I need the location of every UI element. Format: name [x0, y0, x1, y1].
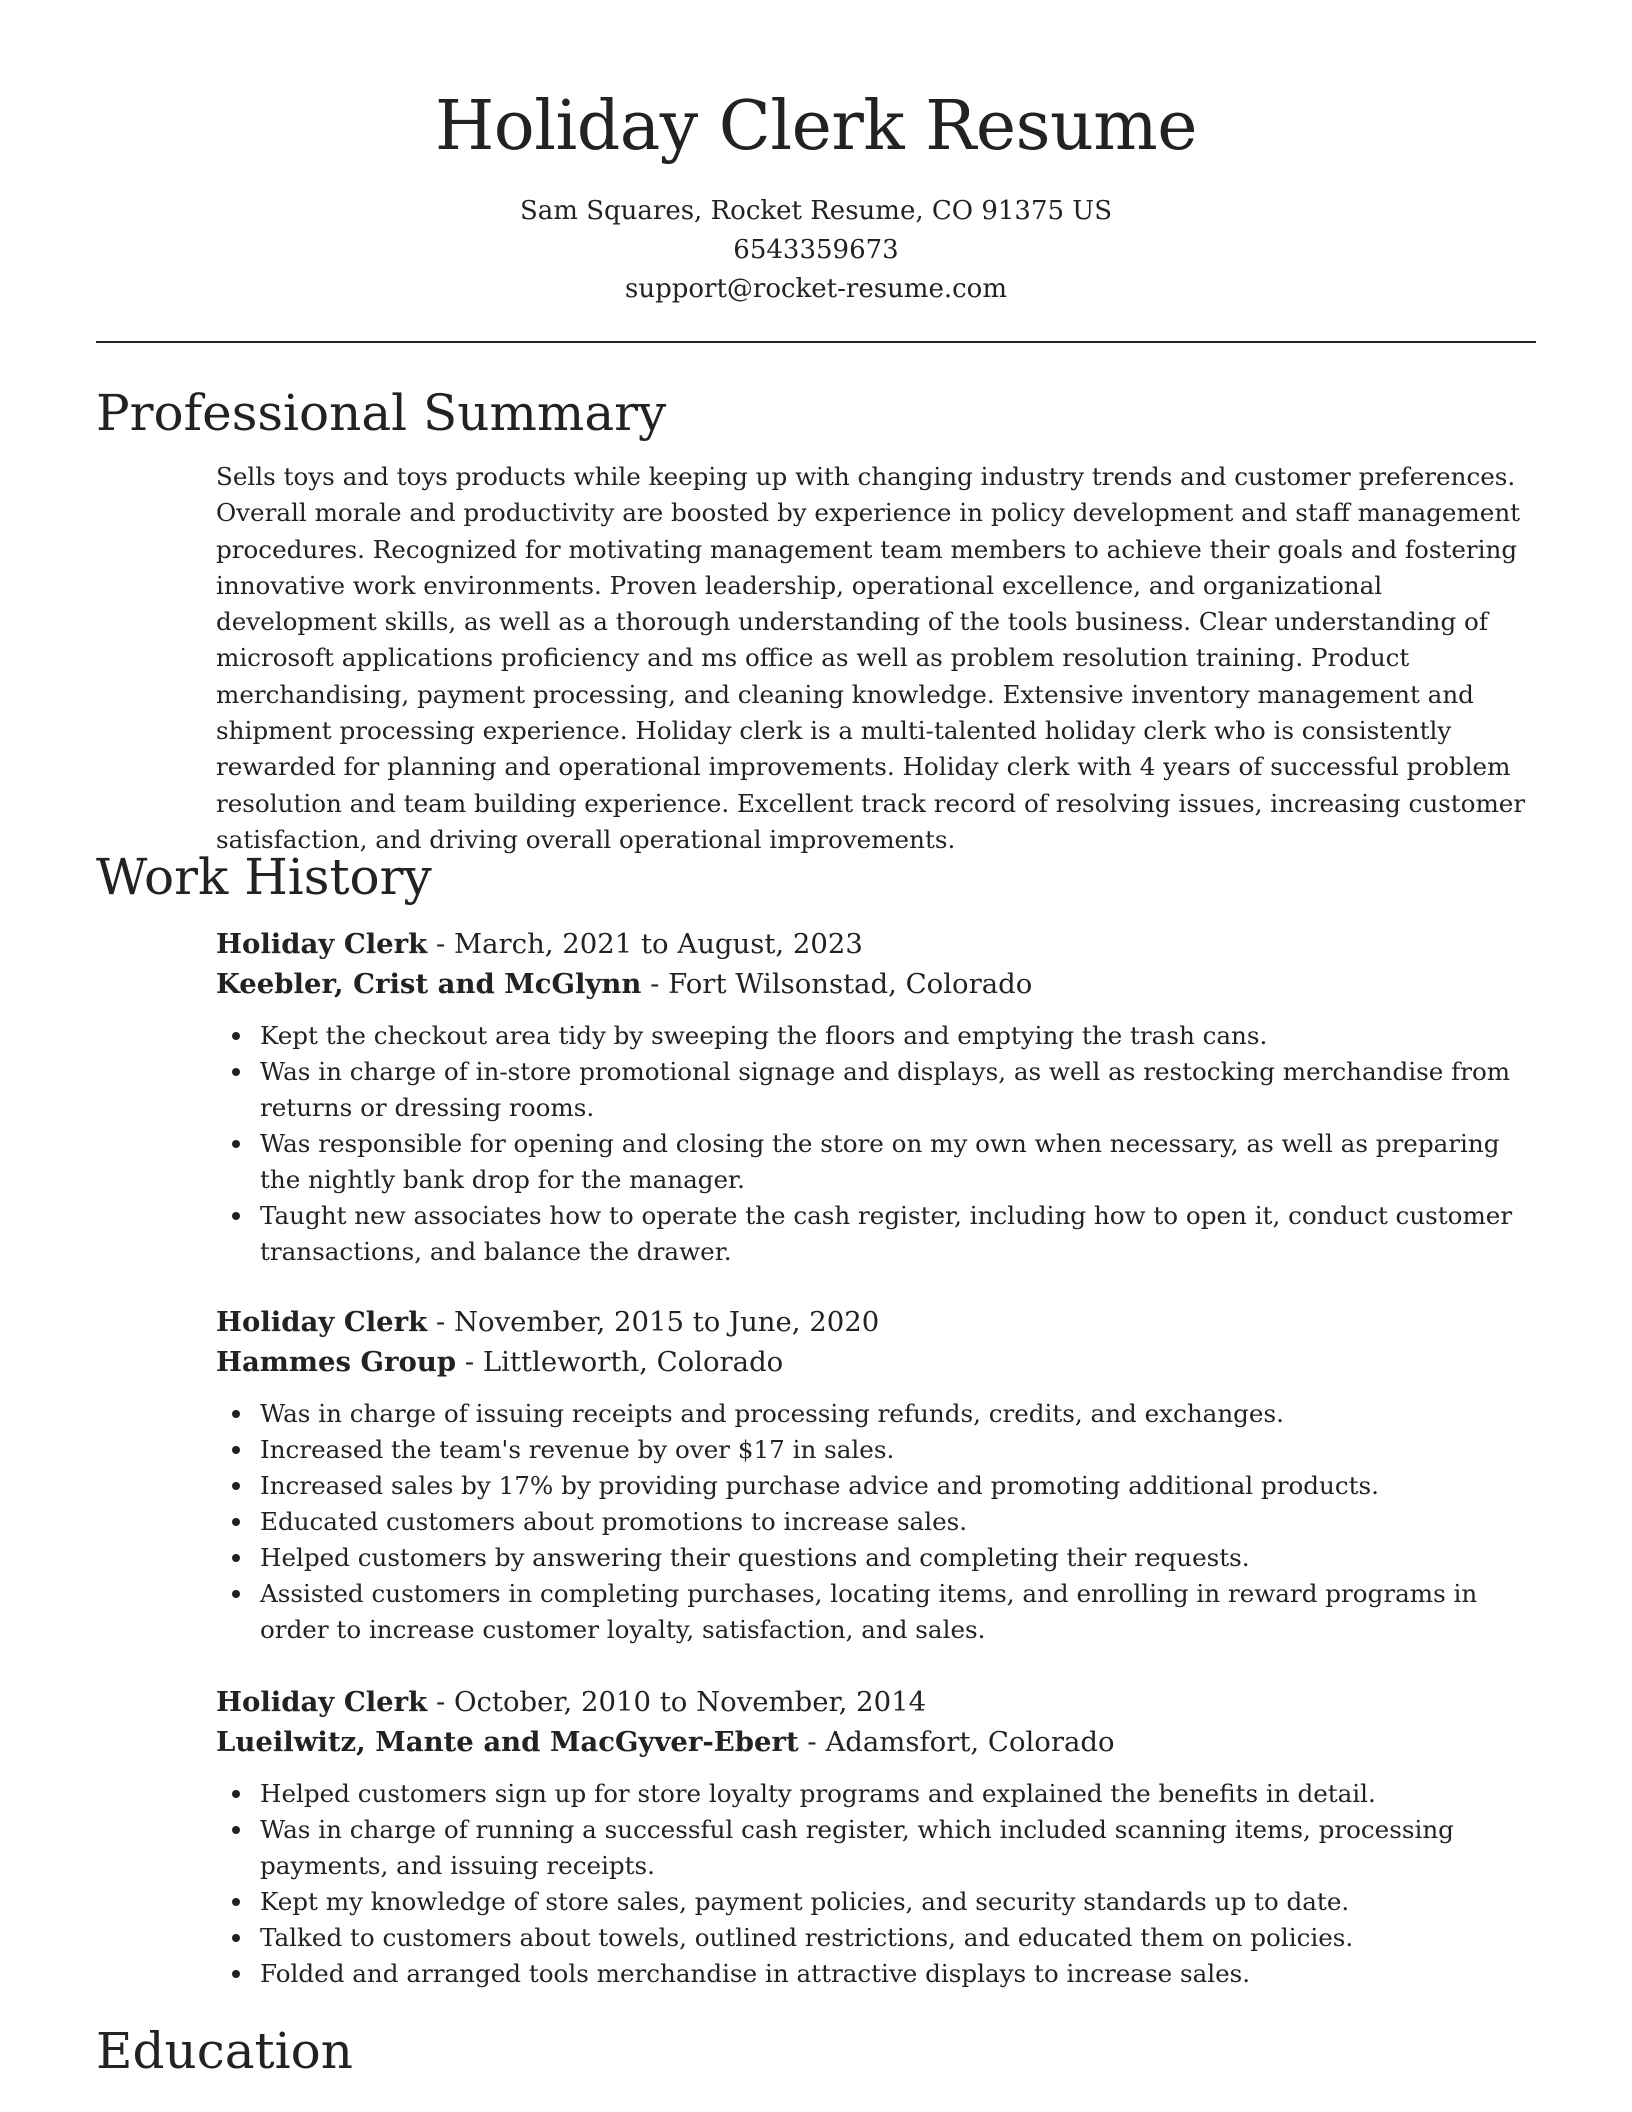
- job-entry: [216, 924, 1536, 1270]
- summary-text: Sells toys and toys products while keeping up with changing industry trends and customer preferences. Overall morale and productivity are boosted by experience in policy development and staff management procedures. Recognized for motivating management team members to achieve their goals and fostering innovative work environments. Proven leadership, operational excellence, and organizational development skills, as well as a thorough understanding of the tools business. Clear understanding of microsoft applications proficiency and ms office as well as problem resolution training. Product merchandising, payment processing, and cleaning knowledge. Extensive inventory management and shipment processing experience. Holiday clerk is a multi-talented holiday clerk who is consistently rewarded for planning and operational improvements. Holiday clerk with 4 years of successful problem resolution and team building experience. Excellent track record of resolving issues, increasing customer satisfaction, and driving overall operational improvements.: [216, 462, 1526, 854]
- duty-item: Talked to customers about towels, outlined restrictions, and educated them on policies.: [260, 1920, 1536, 1956]
- duty-item: Kept the checkout area tidy by sweeping the floors and emptying the trash cans.: [260, 1018, 1536, 1054]
- contact-block: [0, 192, 1632, 309]
- duty-item: Taught new associates how to operate the cash register, including how to open it, conduct customer transactions, and balance the drawer.: [260, 1198, 1536, 1270]
- duty-item: Kept my knowledge of store sales, payment policies, and security standards up to date.: [260, 1884, 1536, 1920]
- job-duties: [216, 1018, 1536, 1270]
- duty-item: Folded and arranged tools merchandise in attractive displays to increase sales.: [260, 1956, 1536, 1992]
- duty-item: Assisted customers in completing purchases, locating items, and enrolling in reward programs in order to increase customer loyalty, satisfaction, and sales.: [260, 1576, 1536, 1648]
- job-location: - Fort Wilsonstad, Colorado: [641, 968, 1033, 1000]
- job-dates: - March, 2021 to August, 2023: [427, 928, 863, 960]
- education-heading: Education: [96, 2022, 353, 2080]
- contact-address: Sam Squares, Rocket Resume, CO 91375 US: [519, 196, 1113, 226]
- job-company-line: [216, 1342, 1536, 1382]
- duty-item: Increased the team's revenue by over $17 in sales.: [260, 1432, 1536, 1468]
- duty-item: Increased sales by 17% by providing purchase advice and promoting additional products.: [260, 1468, 1536, 1504]
- contact-phone: 6543359673: [733, 235, 899, 265]
- duty-item: Helped customers by answering their questions and completing their requests.: [260, 1540, 1536, 1576]
- job-location: - Littleworth, Colorado: [456, 1346, 784, 1378]
- job-company: Lueilwitz, Mante and MacGyver-Ebert: [216, 1726, 799, 1758]
- contact-email: support@rocket-resume.com: [624, 274, 1007, 304]
- job-company: Hammes Group: [216, 1346, 457, 1378]
- job-dates: - November, 2015 to June, 2020: [427, 1306, 880, 1338]
- duty-item: Was in charge of running a successful cash register, which included scanning items, processing payments, and issuing receipts.: [260, 1812, 1536, 1884]
- job-duties: [216, 1776, 1536, 1992]
- header-divider: [96, 341, 1536, 343]
- work-history-heading: Work History: [96, 848, 432, 906]
- duty-item: Educated customers about promotions to increase sales.: [260, 1504, 1536, 1540]
- job-title: Holiday Clerk: [216, 1306, 428, 1338]
- duty-item: Was in charge of in-store promotional signage and displays, as well as restocking merchandise from returns or dressing rooms.: [260, 1054, 1536, 1126]
- job-title-line: [216, 1682, 1536, 1722]
- job-location: - Adamsfort, Colorado: [798, 1726, 1115, 1758]
- duty-item: Helped customers sign up for store loyalty programs and explained the benefits in detail.: [260, 1776, 1536, 1812]
- summary-heading: Professional Summary: [96, 384, 667, 442]
- duty-item: Was responsible for opening and closing the store on my own when necessary, as well as preparing the nightly bank drop for the manager.: [260, 1126, 1536, 1198]
- job-title: Holiday Clerk: [216, 1686, 428, 1718]
- job-duties: [216, 1396, 1536, 1648]
- job-dates: - October, 2010 to November, 2014: [427, 1686, 927, 1718]
- job-title-line: [216, 1302, 1536, 1342]
- duty-item: Was in charge of issuing receipts and processing refunds, credits, and exchanges.: [260, 1396, 1536, 1432]
- job-title-line: [216, 924, 1536, 964]
- resume-title: Holiday Clerk Resume: [434, 87, 1198, 166]
- job-company-line: [216, 1722, 1536, 1762]
- job-entry: [216, 1302, 1536, 1648]
- job-company-line: [216, 964, 1536, 1004]
- job-company: Keebler, Crist and McGlynn: [216, 968, 642, 1000]
- job-title: Holiday Clerk: [216, 928, 428, 960]
- job-entry: [216, 1682, 1536, 1992]
